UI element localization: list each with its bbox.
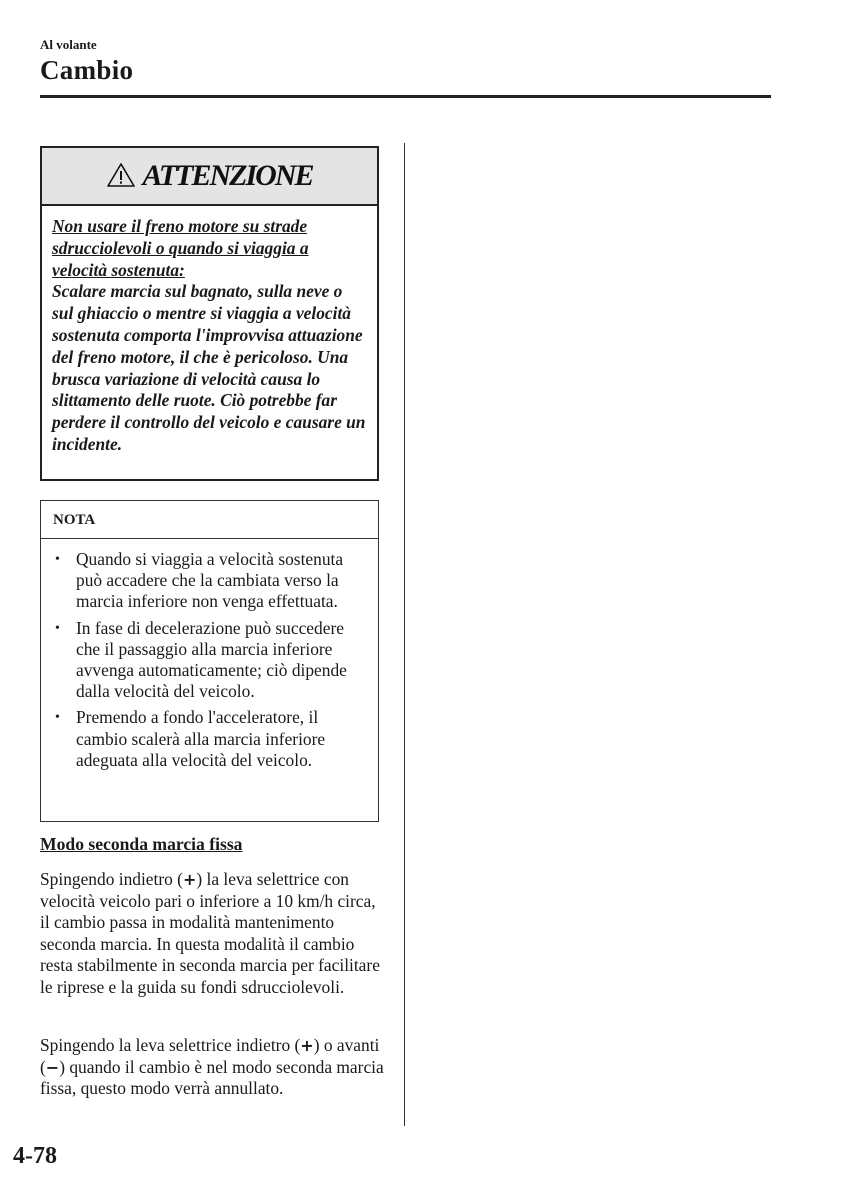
note-title: NOTA	[41, 501, 378, 539]
plus-symbol: +	[300, 1036, 314, 1055]
bullet: •	[55, 710, 60, 726]
note-item-text: In fase di decelerazione può succedere che il passaggio alla marcia inferiore avvenga automaticamente; ciò dipende dalla velocità del veicolo.	[76, 617, 347, 702]
note-item	[55, 549, 370, 613]
minus-symbol: −	[45, 1057, 60, 1077]
bullet: •	[55, 620, 60, 636]
paragraph-2-text-b: ) o avanti (	[40, 1035, 380, 1077]
warning-lead: Non usare il freno motore su strade sdrucciolevoli o quando si viaggia a velocità sostenuta:	[52, 216, 309, 280]
page-number: 4-78	[13, 1143, 57, 1169]
note-list	[41, 539, 378, 771]
note-item-text: Quando si viaggia a velocità sostenuta può accadere che la cambiata verso la marcia inferiore non venga effettuata.	[76, 549, 344, 612]
paragraph-1-text-a: Spingendo indietro (	[40, 869, 183, 889]
section-label: Al volante	[40, 37, 97, 52]
note-item	[55, 707, 370, 771]
warning-text: Scalare marcia sul bagnato, sulla neve o sul ghiaccio o mentre si viaggia a velocità sostenuta comporta l'improvvisa attuazione del freno motore, il che è pericoloso. Una brusca variazione di velocità causa lo slittamento delle ruote. Ciò potrebbe far perdere il controllo del veicolo e causare un incidente.	[52, 281, 366, 454]
paragraph-2	[40, 1035, 385, 1100]
warning-box	[40, 146, 379, 481]
warning-body	[42, 206, 377, 456]
paragraph-2-text-a: Spingendo la leva selettrice indietro (	[40, 1035, 301, 1055]
paragraph-1	[40, 869, 385, 999]
warning-triangle-icon	[106, 162, 136, 188]
note-item	[55, 618, 370, 703]
title-rule	[40, 95, 771, 98]
plus-symbol: +	[182, 870, 197, 889]
paragraph-2-text-c: ) quando il cambio è nel modo seconda marcia fissa, questo modo verrà annullato.	[40, 1056, 384, 1099]
note-box	[40, 500, 379, 822]
bullet: •	[55, 552, 60, 567]
warning-header	[42, 148, 377, 206]
page-title: Cambio	[40, 55, 134, 85]
warning-title: ATTENZIONE	[142, 159, 313, 192]
column-divider	[404, 143, 405, 1126]
note-item-text: Premendo a fondo l'acceleratore, il cambio scalerà alla marcia inferiore adeguata alla velocità del veicolo.	[76, 707, 326, 770]
section-heading: Modo seconda marcia fissa	[40, 834, 243, 854]
paragraph-1-text-b: ) la leva selettrice con velocità veicolo pari o inferiore a 10 km/h circa, il cambio passa in modalità mantenimento seconda marcia. In questa modalità il cambio resta stabilmente in seconda marcia per facilitare le riprese e la guida su fondi sdrucciolevoli.	[40, 869, 380, 997]
